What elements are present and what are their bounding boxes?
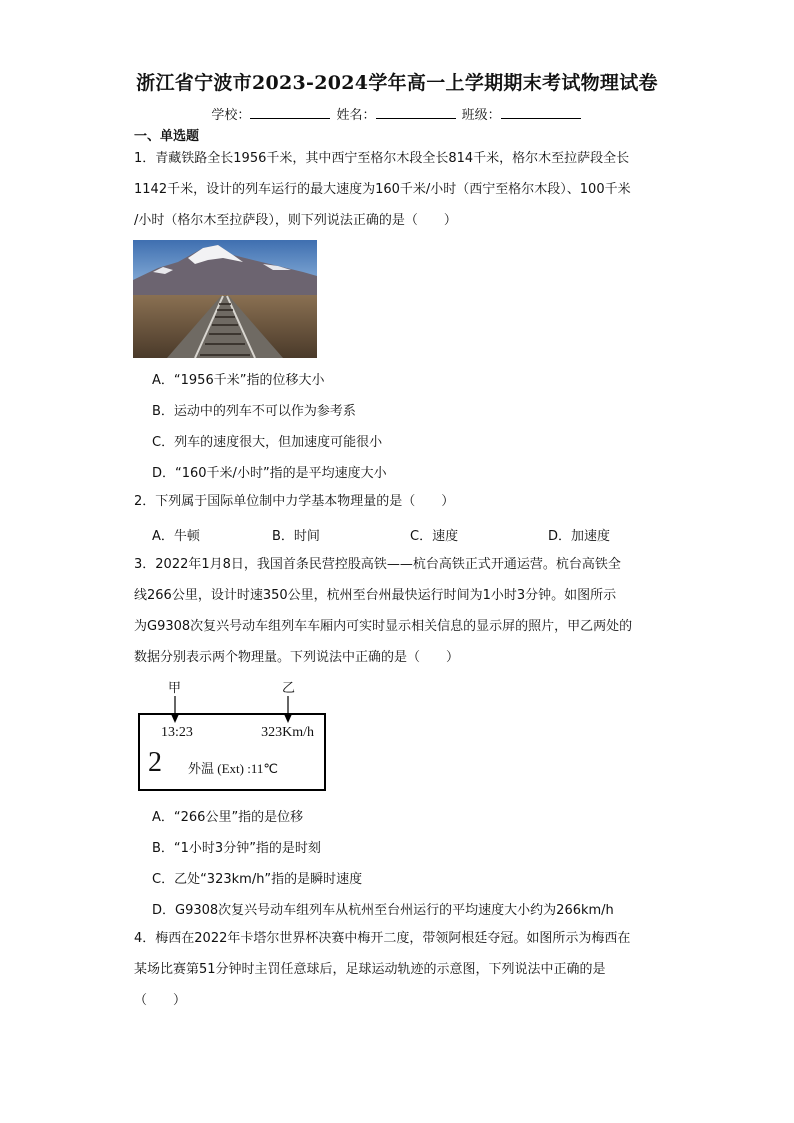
railway-photo	[133, 240, 317, 358]
school-label: 学校：	[211, 108, 251, 123]
student-info-line	[0, 104, 794, 123]
name-label: 姓名：	[336, 108, 376, 123]
q3-line-3: 为G9308次复兴号动车组列车车厢内可实时显示相关信息的显示屏的照片，甲乙两处的	[134, 619, 633, 634]
q3-line-1: 3．2022年1月8日，我国首条民营控股高铁——杭台高铁正式开通运营。杭台高铁全	[134, 557, 621, 572]
q3-option-d: D．G9308次复兴号动车组列车从杭州至台州运行的平均速度大小约为266km/h	[152, 903, 614, 918]
q1-option-b: B．运动中的列车不可以作为参考系	[152, 404, 356, 419]
q2-option-d: D．加速度	[548, 529, 611, 544]
class-blank	[501, 106, 581, 119]
q3-option-b: B．“1小时3分钟”指的是时刻	[152, 841, 321, 856]
class-label: 班级：	[461, 108, 501, 123]
q1-option-d: D．“160千米/小时”指的是平均速度大小	[152, 466, 387, 481]
display-speed: 323Km/h	[261, 725, 314, 740]
label-jia: 甲	[168, 681, 182, 696]
q4-line-2: 某场比赛第51分钟时主罚任意球后，足球运动轨迹的示意图，下列说法中正确的是	[134, 962, 606, 977]
q4-line-3: （ ）	[134, 993, 187, 1008]
q2-option-b: B．时间	[272, 529, 320, 544]
q3-option-a: A．“266公里”指的是位移	[152, 810, 304, 825]
section-heading: 一、单选题	[134, 129, 200, 144]
label-yi: 乙	[282, 681, 296, 696]
q1-line-3: /小时（格尔木至拉萨段），则下列说法正确的是（ ）	[134, 213, 457, 228]
display-time: 13:23	[161, 725, 193, 740]
q3-line-4: 数据分别表示两个物理量。下列说法中正确的是（ ）	[134, 650, 460, 665]
school-blank	[250, 106, 330, 119]
q2-stem: 2．下列属于国际单位制中力学基本物理量的是（ ）	[134, 494, 455, 509]
q1-line-2: 1142千米，设计的列车运行的最大速度为160千米/小时（西宁至格尔木段）、100千米	[134, 182, 631, 197]
q1-option-a: A．“1956千米”指的位移大小	[152, 373, 325, 388]
q1-line-1: 1．青藏铁路全长1956千米，其中西宁至格尔木段全长814千米，格尔木至拉萨段全长	[134, 151, 630, 166]
q1-option-c: C．列车的速度很大，但加速度可能很小	[152, 435, 383, 450]
q3-line-2: 线266公里，设计时速350公里，杭州至台州最快运行时间为1小时3分钟。如图所示	[134, 588, 617, 603]
q2-option-a: A．牛顿	[152, 529, 200, 544]
name-blank	[376, 106, 456, 119]
display-temperature: 外温 (Ext) :11℃	[188, 761, 278, 776]
q3-option-c: C．乙处“323km/h”指的是瞬时速度	[152, 872, 363, 887]
q2-option-c: C．速度	[410, 529, 459, 544]
q4-line-1: 4．梅西在2022年卡塔尔世界杯决赛中梅开二度，带领阿根廷夺冠。如图所示为梅西在	[134, 931, 631, 946]
train-display-panel	[138, 713, 326, 791]
exam-title: 浙江省宁波市2023-2024学年高一上学期期末考试物理试卷	[136, 72, 658, 94]
display-car-number: 2	[148, 747, 162, 778]
